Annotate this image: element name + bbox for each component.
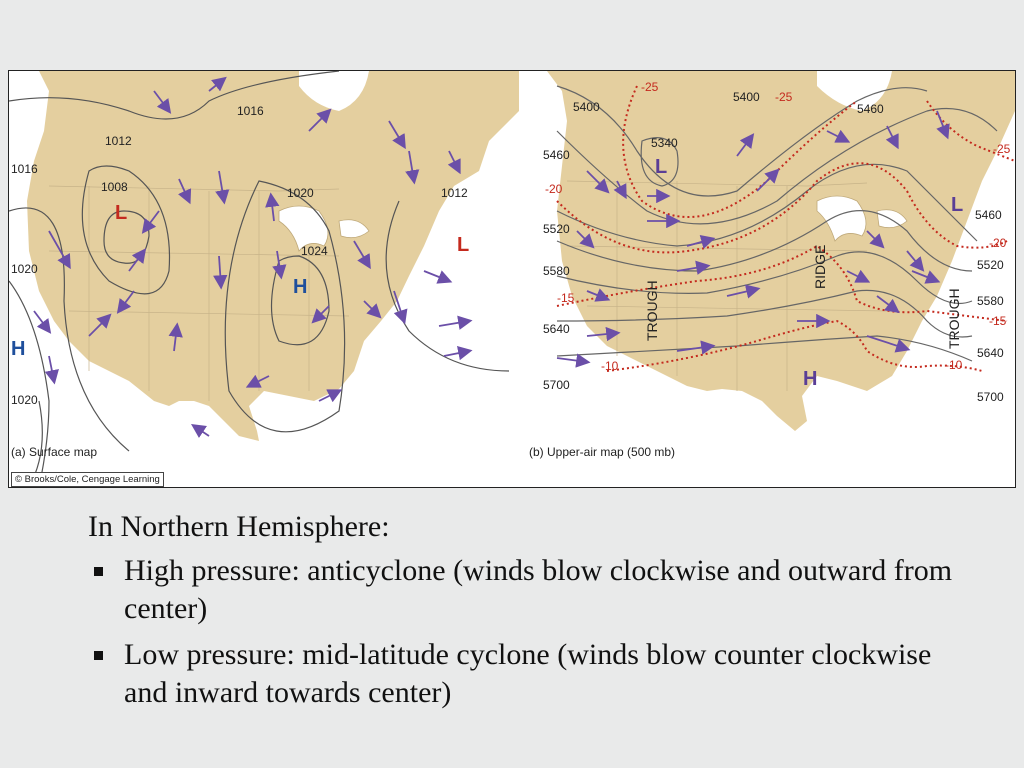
- slide-text: [88, 508, 958, 720]
- height-label: 5400: [733, 90, 760, 104]
- bullet-item: [88, 552, 958, 628]
- isotherm-label: -25: [775, 90, 793, 104]
- height-label: 5460: [857, 102, 884, 116]
- isobar-label: 1020: [287, 186, 314, 200]
- copyright-credit: © Brooks/Cole, Cengage Learning: [11, 472, 164, 487]
- height-label: 5640: [543, 322, 570, 336]
- height-label: 5520: [977, 258, 1004, 272]
- surface-map-caption: (a) Surface map: [11, 445, 98, 459]
- isobar-label: 1012: [441, 186, 468, 200]
- isotherm-label: -10: [945, 358, 963, 372]
- isotherm-label: -20: [545, 182, 563, 196]
- isobar-label: 1016: [11, 162, 38, 176]
- height-label: 5640: [977, 346, 1004, 360]
- isotherm-label: -25: [641, 80, 659, 94]
- isobar-label: 1008: [101, 180, 128, 194]
- square-bullet-icon: [94, 567, 103, 576]
- isotherm-label: -15: [557, 291, 575, 305]
- height-label: 5520: [543, 222, 570, 236]
- isobar-label: 1016: [237, 104, 264, 118]
- surface-map: [9, 71, 519, 487]
- bullet-text: High pressure: anticyclone (winds blow clockwise and outward from center): [124, 554, 953, 625]
- height-label: 5700: [977, 390, 1004, 404]
- ridge-label: RIDGE: [812, 244, 828, 289]
- height-label: 5460: [543, 148, 570, 162]
- low-pressure-marker: L: [457, 234, 470, 256]
- isotherm-label: -10: [601, 359, 619, 373]
- bullet-list: [88, 552, 958, 712]
- panel-divider: [519, 71, 527, 487]
- height-label: 5400: [573, 100, 600, 114]
- trough-label: TROUGH: [644, 280, 660, 341]
- trough-label: TROUGH: [946, 288, 962, 349]
- upper-air-map: [527, 71, 1015, 487]
- slide-heading: In Northern Hemisphere:: [88, 510, 390, 543]
- high-pressure-marker: H: [293, 276, 308, 298]
- high-pressure-marker: H: [803, 368, 818, 390]
- low-pressure-marker: L: [951, 194, 964, 216]
- height-label: 5580: [977, 294, 1004, 308]
- isobar-label: 1024: [301, 244, 328, 258]
- isobar-label: 1012: [105, 134, 132, 148]
- isotherm-label: -15: [989, 314, 1007, 328]
- isobar-label: 1020: [11, 262, 38, 276]
- height-label: 5460: [975, 208, 1002, 222]
- upper-air-map-caption: (b) Upper-air map (500 mb): [529, 445, 676, 459]
- bullet-text: Low pressure: mid-latitude cyclone (winds blow counter clockwise and inward towards center): [124, 638, 932, 709]
- height-label: 5340: [651, 136, 678, 150]
- isotherm-label: -20: [989, 236, 1007, 250]
- bullet-item: [88, 636, 958, 712]
- height-label: 5580: [543, 264, 570, 278]
- height-label: 5700: [543, 378, 570, 392]
- square-bullet-icon: [94, 651, 103, 660]
- weather-maps-figure: [8, 70, 1016, 488]
- low-pressure-marker: L: [655, 156, 668, 178]
- high-pressure-marker: H: [11, 338, 26, 360]
- isobar-label: 1020: [11, 393, 38, 407]
- isotherm-label: -25: [993, 142, 1011, 156]
- low-pressure-marker: L: [115, 202, 128, 224]
